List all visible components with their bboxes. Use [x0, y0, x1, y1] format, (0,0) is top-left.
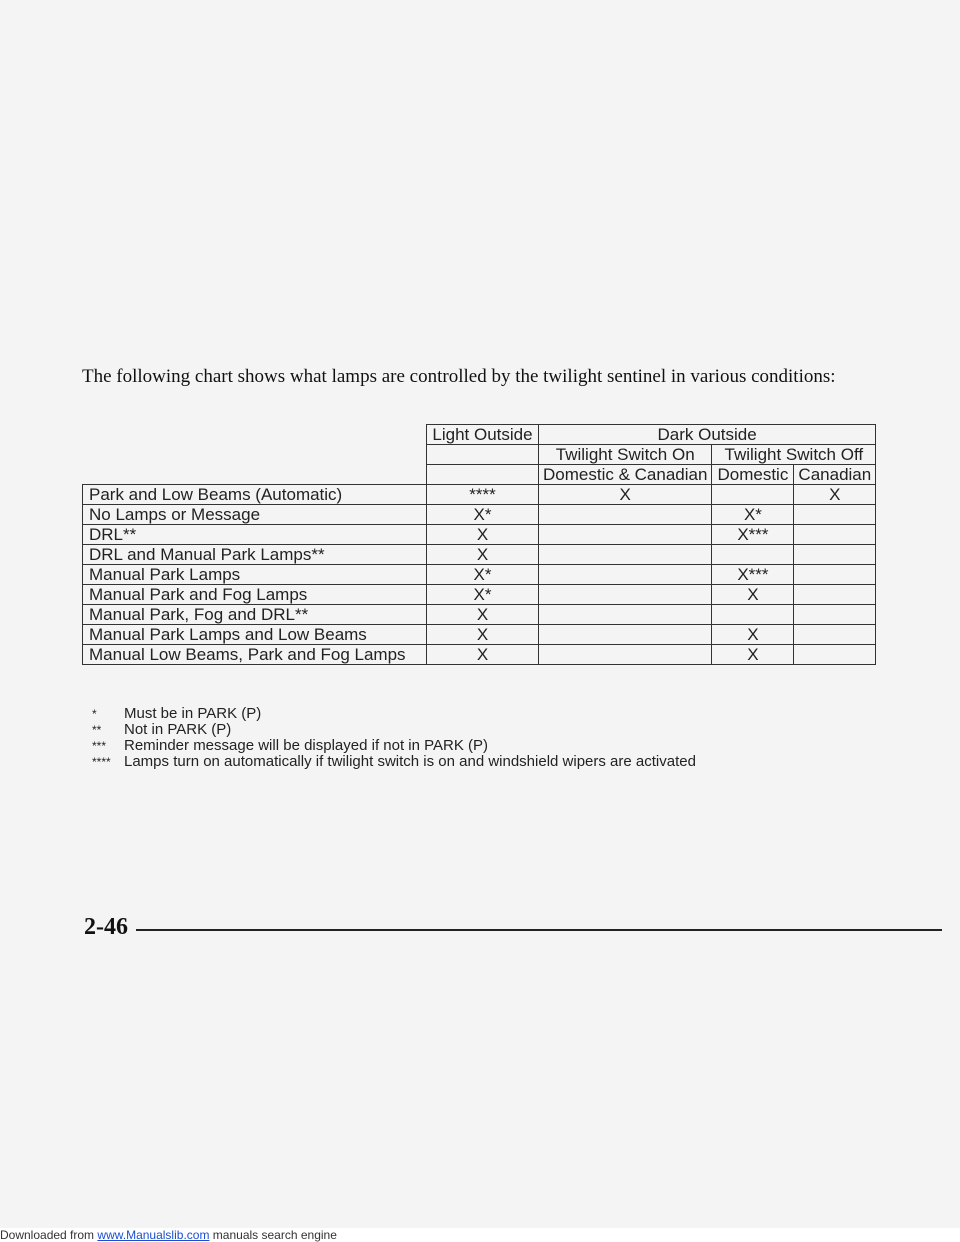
cell-switch-on-domestic-canadian — [539, 565, 712, 585]
cell-switch-on-domestic-canadian — [539, 625, 712, 645]
footnote — [92, 706, 696, 722]
footnote — [92, 754, 696, 770]
cell-light-outside: X — [427, 645, 539, 665]
cell-switch-off-canadian — [794, 625, 876, 645]
footnote-text: Reminder message will be displayed if not in PARK (P) — [124, 737, 489, 754]
footnote-mark: **** — [92, 755, 111, 769]
cell-switch-off-canadian: X — [794, 485, 876, 505]
cell-light-outside: X* — [427, 505, 539, 525]
row-label: No Lamps or Message — [83, 505, 427, 525]
cell-light-outside: X* — [427, 585, 539, 605]
cell-switch-off-domestic: X — [712, 645, 794, 665]
cell-switch-off-domestic — [712, 605, 794, 625]
table-row — [83, 505, 876, 525]
banner-suffix: manuals search engine — [212, 1228, 337, 1242]
table-row — [83, 645, 876, 665]
cell-switch-off-canadian — [794, 525, 876, 545]
cell-switch-off-domestic — [712, 485, 794, 505]
cell-switch-off-canadian — [794, 545, 876, 565]
cell-switch-off-canadian — [794, 565, 876, 585]
footnote-mark: *** — [92, 739, 107, 753]
header-dark-outside: Dark Outside — [539, 425, 876, 445]
cell-switch-on-domestic-canadian — [539, 605, 712, 625]
header-light-outside: Light Outside — [427, 425, 539, 445]
row-label: DRL and Manual Park Lamps** — [83, 545, 427, 565]
footnote — [92, 738, 696, 754]
manualslib-link[interactable]: www.Manualslib.com — [97, 1228, 210, 1242]
cell-switch-off-canadian — [794, 585, 876, 605]
header-domestic-canadian: Domestic & Canadian — [539, 465, 712, 485]
cell-switch-on-domestic-canadian — [539, 585, 712, 605]
cell-switch-off-canadian — [794, 645, 876, 665]
cell-light-outside: X* — [427, 565, 539, 585]
footnote — [92, 722, 696, 738]
cell-switch-off-domestic: X — [712, 585, 794, 605]
cell-switch-off-canadian — [794, 505, 876, 525]
banner-prefix: Downloaded from — [0, 1228, 95, 1242]
table-row — [83, 545, 876, 565]
row-label: Manual Park, Fog and DRL** — [83, 605, 427, 625]
cell-light-outside: **** — [427, 485, 539, 505]
header-domestic: Domestic — [712, 465, 794, 485]
cell-light-outside: X — [427, 525, 539, 545]
header-canadian: Canadian — [794, 465, 876, 485]
cell-switch-on-domestic-canadian — [539, 645, 712, 665]
table-row — [83, 625, 876, 645]
footnote-mark: ** — [92, 723, 102, 737]
footnote-mark: * — [92, 707, 97, 721]
cell-switch-on-domestic-canadian — [539, 545, 712, 565]
cell-switch-off-domestic: X — [712, 625, 794, 645]
intro-text: The following chart shows what lamps are controlled by the twilight sentinel in various conditions: — [82, 366, 836, 387]
row-label: Manual Park Lamps and Low Beams — [83, 625, 427, 645]
cell-switch-on-domestic-canadian — [539, 505, 712, 525]
header-row-2 — [83, 445, 876, 465]
table-row — [83, 585, 876, 605]
header-row-3 — [83, 465, 876, 485]
download-banner — [0, 1228, 960, 1242]
row-label: Manual Park Lamps — [83, 565, 427, 585]
cell-switch-off-domestic — [712, 545, 794, 565]
table-row — [83, 485, 876, 505]
row-label: Manual Low Beams, Park and Fog Lamps — [83, 645, 427, 665]
footnote-text: Not in PARK (P) — [124, 721, 232, 738]
cell-switch-off-domestic: X* — [712, 505, 794, 525]
row-label: Manual Park and Fog Lamps — [83, 585, 427, 605]
footnote-text: Lamps turn on automatically if twilight switch is on and windshield wipers are activated — [124, 753, 696, 770]
table-row — [83, 525, 876, 545]
cell-switch-off-canadian — [794, 605, 876, 625]
twilight-sentinel-chart — [82, 424, 876, 665]
page-number: 2-46 — [84, 914, 128, 940]
header-switch-off: Twilight Switch Off — [712, 445, 876, 465]
cell-switch-on-domestic-canadian — [539, 525, 712, 545]
footnote-text: Must be in PARK (P) — [124, 705, 262, 722]
row-label: Park and Low Beams (Automatic) — [83, 485, 427, 505]
table-row — [83, 605, 876, 625]
cell-light-outside: X — [427, 545, 539, 565]
cell-switch-off-domestic: X*** — [712, 565, 794, 585]
header-row-1 — [83, 425, 876, 445]
cell-light-outside: X — [427, 625, 539, 645]
cell-light-outside: X — [427, 605, 539, 625]
row-label: DRL** — [83, 525, 427, 545]
header-switch-on: Twilight Switch On — [539, 445, 712, 465]
table-row — [83, 565, 876, 585]
cell-switch-on-domestic-canadian: X — [539, 485, 712, 505]
footer-rule — [136, 929, 942, 931]
cell-switch-off-domestic: X*** — [712, 525, 794, 545]
footnotes — [92, 706, 696, 770]
